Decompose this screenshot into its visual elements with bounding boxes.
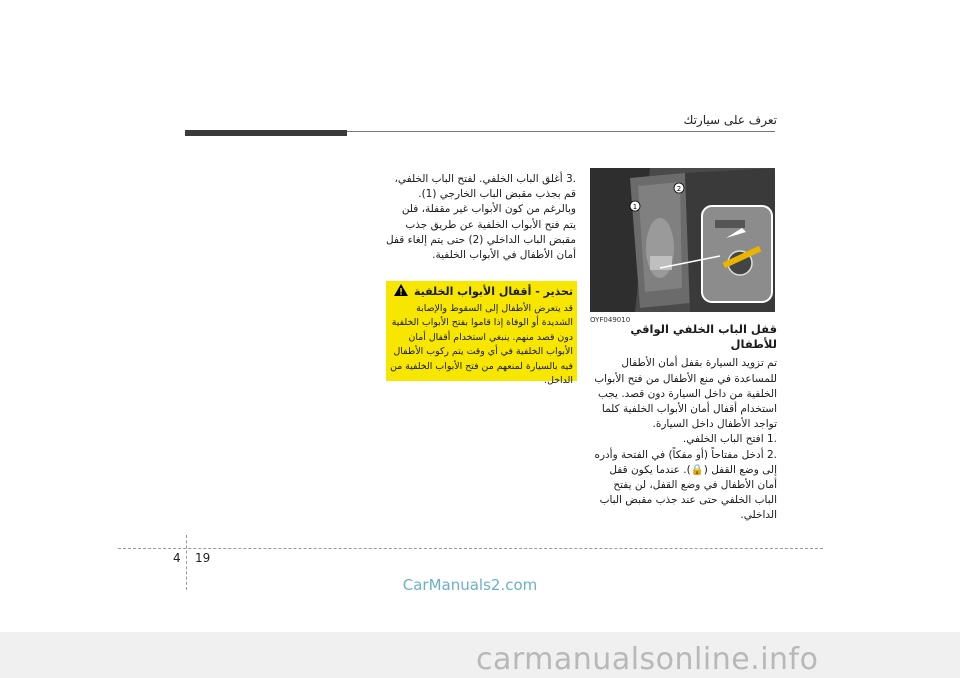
intro-paragraph: تم تزويد السيارة بقفل أمان الأطفال للمساعدة في منع الأطفال من فتح الأبواب الخلفية من داخل السيارة دون قصد. يجب استخدام أقفال أمان الأبواب الخلفية كلما تواجد الأطفال داخل السيارة. [594,357,777,431]
note-paragraph: وبالرغم من كون الأبواب غير مقفلة، فلن يتم فتح الأبواب الخلفية عن طريق جذب مقبض الباب الداخلي (2) حتى يتم إلغاء قفل أمان الأطفال في الأبواب الخلفية. [386,203,576,262]
step-1: .1 افتح الباب الخلفي. [682,433,777,446]
section-number: 4 [173,551,181,565]
section-heading: قفل الباب الخلفي الواقي للأطفال [630,322,777,352]
warning-box [386,281,577,387]
warning-triangle-icon [394,284,408,299]
page-digits: 19 [195,551,211,565]
header-title: تعرف على سيارتك [683,113,777,127]
footer-rule [118,548,823,549]
child-lock-section [590,322,777,524]
warning-title: تحذير - أقفال الأبواب الخلفية [413,285,573,298]
bottom-watermark: carmanualsonline.info [476,642,819,677]
step-2: .2 أدخل مفتاحاً (أو مفكاً) في الفتحة وأدره إلى وضع القفل (🔒). عندما يكون قفل أمان الأطفال في وضع القفل، لن يفتح الباب الخلفي حتى عند جذب مقبض الباب الداخلي. [594,448,777,522]
callout-2: 2 [676,185,682,193]
continued-column [386,172,576,263]
child-lock-illustration [590,168,775,312]
figure-code: OYF049010 [590,316,631,324]
warning-body: قد يتعرض الأطفال إلى السقوط والإصابة الشديدة أو الوفاة إذا قاموا بفتح الأبواب الخلفية دون قصد منهم. ينبغي استخدام أقفال أمان الأبواب الخلفية في أي وقت يتم ركوب الأطفال فيه بالسيارة لمنعهم من فتح الأبواب الخلفية من الداخل. [390,303,573,387]
step-3: .3 أغلق الباب الخلفي. لفتح الباب الخلفي، قم بجذب مقبض الباب الخارجي (1). [394,173,576,201]
page-number [173,551,210,565]
header-accent-bar [185,130,347,136]
site-watermark: CarManuals2.com [402,576,538,594]
callout-1: 1 [632,203,638,211]
